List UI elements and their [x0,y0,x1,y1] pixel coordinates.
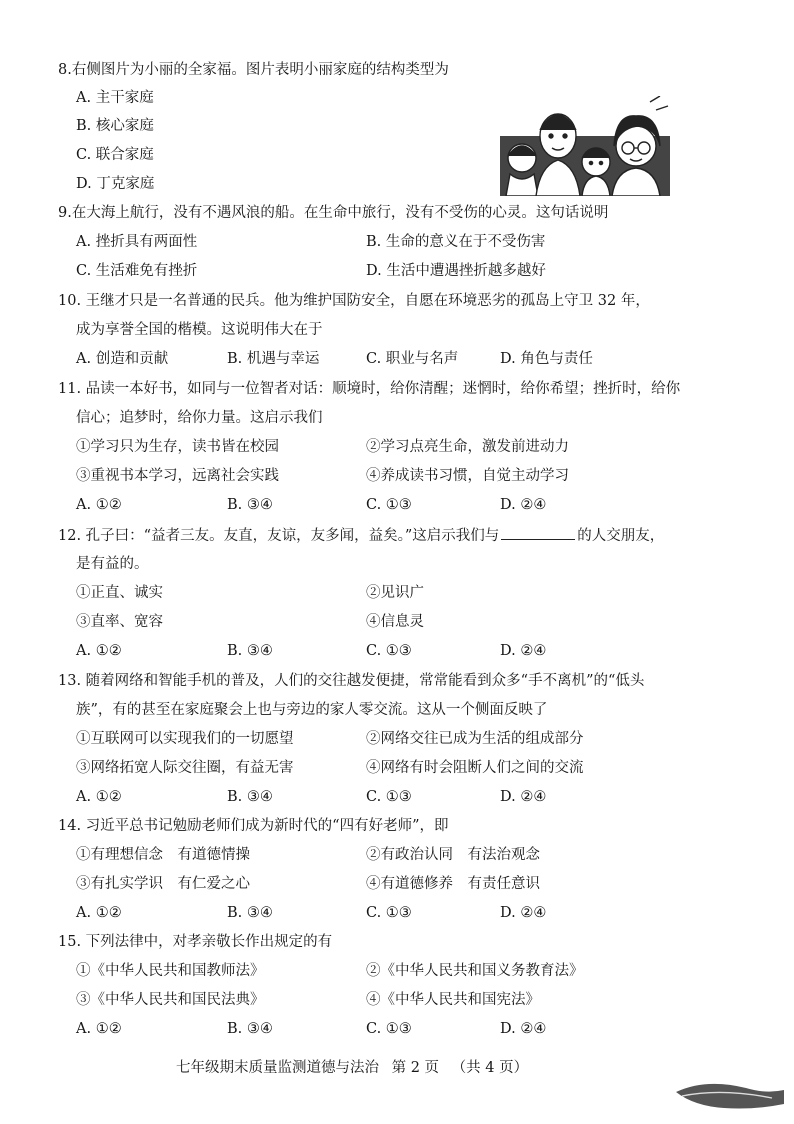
q15-option-c: C. ①③ [366,1021,412,1037]
q11-stem-line2: 信心；追梦时，给你力量。这启示我们 [76,410,323,426]
q13-statement-1: ①互联网可以实现我们的一切愿望 [76,731,294,747]
q11-statement-3: ③重视书本学习，远离社会实践 [76,468,279,484]
q15-stem: 15. 下列法律中，对孝亲敬长作出规定的有 [58,934,333,950]
q12-blank [501,525,575,540]
q10-option-a: A. 创造和贡献 [76,351,169,367]
q15-statement-1: ①《中华人民共和国教师法》 [76,963,265,979]
q12-stem-part2: 的人交朋友， [577,528,665,544]
q15-option-d: D. ②④ [500,1021,547,1037]
q8-option-a: A. 主干家庭 [76,90,154,106]
q15-option-b: B. ③④ [227,1021,273,1037]
q11-statement-2: ②学习点亮生命，激发前进动力 [366,439,569,455]
q9-option-a: A. 挫折具有两面性 [76,234,198,250]
q12-statement-4: ④信息灵 [366,614,424,630]
q13-option-a: A. ①② [76,789,122,805]
q8-option-c: C. 联合家庭 [76,147,154,163]
q13-option-b: B. ③④ [227,789,273,805]
q10-stem-line1: 10. 王继才只是一名普通的民兵。他为维护国防安全，自愿在环境恶劣的孤岛上守卫 32 年， [58,293,650,309]
q13-statement-2: ②网络交往已成为生活的组成部分 [366,731,584,747]
q12-statement-2: ②见识广 [366,585,424,601]
q11-option-a: A. ①② [76,497,122,513]
scan-shadow-mark [676,1072,784,1116]
q12-option-d: D. ②④ [500,643,547,659]
q13-stem-line2: 族”，有的甚至在家庭聚会上也与旁边的家人零交流。这从一个侧面反映了 [76,702,548,718]
q12-statement-3: ③直率、宽容 [76,614,163,630]
q11-stem-line1: 11. 品读一本好书，如同与一位智者对话：顺境时，给你清醒；迷惘时，给你希望；挫折时，给你 [58,381,681,397]
q11-statement-1: ①学习只为生存，读书皆在校园 [76,439,279,455]
family-portrait-image [500,96,670,196]
q13-option-d: D. ②④ [500,789,547,805]
q8-option-b: B. 核心家庭 [76,118,154,134]
q12-statement-1: ①正直、诚实 [76,585,163,601]
q14-option-a: A. ①② [76,905,122,921]
q14-option-d: D. ②④ [500,905,547,921]
footer-exam-title: 七年级期末质量监测道德与法治 [176,1060,379,1076]
q11-option-c: C. ①③ [366,497,412,513]
q12-option-c: C. ①③ [366,643,412,659]
q9-option-b: B. 生命的意义在于不受伤害 [366,234,546,250]
q15-statement-2: ②《中华人民共和国义务教育法》 [366,963,584,979]
q14-statement-3: ③有扎实学识 有仁爱之心 [76,876,250,892]
q12-stem-part1: 12. 孔子曰：“益者三友。友直，友谅，友多闻，益矣。”这启示我们与 [58,528,500,544]
q14-statement-2: ②有政治认同 有法治观念 [366,847,540,863]
q14-stem: 14. 习近平总书记勉励老师们成为新时代的“四有好老师”，即 [58,818,449,834]
q15-statement-4: ④《中华人民共和国宪法》 [366,992,540,1008]
q11-option-b: B. ③④ [227,497,273,513]
q14-option-c: C. ①③ [366,905,412,921]
q15-statement-3: ③《中华人民共和国民法典》 [76,992,265,1008]
q12-option-a: A. ①② [76,643,122,659]
q13-stem-line1: 13. 随着网络和智能手机的普及，人们的交往越发便捷，常常能看到众多“手不离机”的“低头 [58,673,645,689]
page-footer [176,1056,536,1077]
q12-stem-line2: 是有益的。 [76,556,149,572]
q10-option-c: C. 职业与名声 [366,351,459,367]
q9-option-d: D. 生活中遭遇挫折越多越好 [366,263,546,279]
footer-total-pages: （共 4 页） [451,1060,529,1076]
q9-stem: 9.在大海上航行，没有不遇风浪的船。在生命中旅行，没有不受伤的心灵。这句话说明 [58,205,609,221]
q11-option-d: D. ②④ [500,497,547,513]
q15-option-a: A. ①② [76,1021,122,1037]
q9-option-c: C. 生活难免有挫折 [76,263,198,279]
q14-statement-4: ④有道德修养 有责任意识 [366,876,540,892]
q8-stem: 8.右侧图片为小丽的全家福。图片表明小丽家庭的结构类型为 [58,62,449,78]
q10-option-b: B. 机遇与幸运 [227,351,320,367]
footer-page-number: 第 2 页 [391,1060,440,1076]
q11-statement-4: ④养成读书习惯，自觉主动学习 [366,468,569,484]
q12-option-b: B. ③④ [227,643,273,659]
q12-stem-line1 [58,525,664,546]
q8-option-d: D. 丁克家庭 [76,176,155,192]
q13-option-c: C. ①③ [366,789,412,805]
q13-statement-3: ③网络拓宽人际交往圈，有益无害 [76,760,294,776]
q14-statement-1: ①有理想信念 有道德情操 [76,847,250,863]
q10-option-d: D. 角色与责任 [500,351,593,367]
q14-option-b: B. ③④ [227,905,273,921]
q10-stem-line2: 成为享誉全国的楷模。这说明伟大在于 [76,322,323,338]
q13-statement-4: ④网络有时会阻断人们之间的交流 [366,760,584,776]
